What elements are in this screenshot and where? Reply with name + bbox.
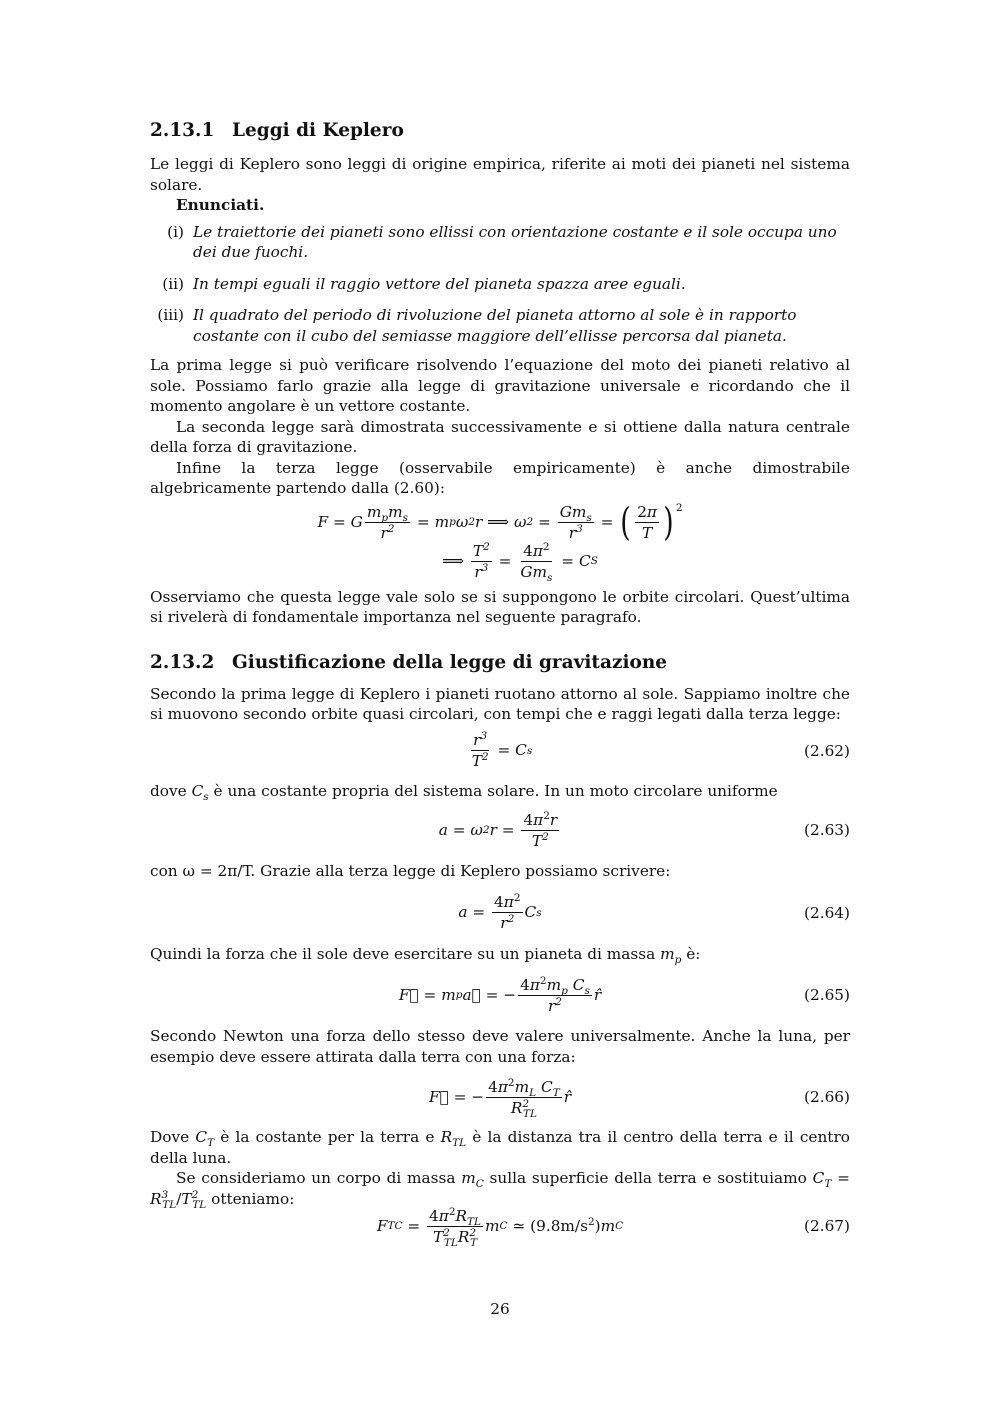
paragraph: dove $C_s$ è una costante propria del sistema solare. In un moto circolare uniforme <box>150 781 778 803</box>
equation-number: (2.64) <box>804 903 850 922</box>
equation-number: (2.63) <box>804 820 850 839</box>
enunciati-label: Enunciati. <box>176 196 265 214</box>
equation-2-62: $\frac{r^3}{T^2}$ = C s (2.62) <box>471 729 850 770</box>
page-number: 26 <box>490 1300 510 1318</box>
equation-2-63: a = ω 2 r = $\frac{4\pi^2r}{T^2}$ (2.63) <box>438 809 850 850</box>
section-heading-2-13-2: 2.13.2 Giustificazione della legge di gravitazione <box>150 651 668 673</box>
equation-number: (2.66) <box>804 1087 850 1106</box>
paragraph: Infine la terza legge (osservabile empiricamente) è anche dimostrabile algebricamente partendo dalla (2.60): <box>150 458 850 497</box>
equation-number: (2.67) <box>804 1216 850 1235</box>
equation-third-law-1: F = G $\frac{m_pm_s}{r^2}$ = m p ω 2 r ⟹ ω 2 = $\frac{Gm_s}{r^3}$ = ( $\frac{2\pi}{T}$ ) $^2$ <box>317 500 683 544</box>
equation-2-66: F⃗ = − $\frac{4\pi^2m_L C_T}{R^2_{TL}}$ r̂ (2.66) <box>428 1076 850 1120</box>
paragraph: Secondo la prima legge di Keplero i pianeti ruotano attorno al sole. Sappiamo inoltre che si muovono secondo orbite quasi circolari, con tempi che e raggi legati dalla terza legge: <box>150 684 850 723</box>
equation-number: (2.62) <box>804 741 850 760</box>
page-content <box>150 118 850 1249</box>
paragraph: Dove $C_T$ è la costante per la terra e $R_{TL}$ è la distanza tra il centro della terra e il centro della luna. <box>150 1128 850 1167</box>
equation-2-64: a = $\frac{4\pi^2}{r^2}$ C s (2.64) <box>458 891 850 932</box>
equation-2-65: F⃗ = m p a⃗ = − $\frac{4\pi^2m_p C_s}{r^2}$ r̂ (2.65) <box>398 974 850 1015</box>
kepler-laws-list <box>150 222 850 347</box>
paragraph: con ω = 2π/T. Grazie alla terza legge di Keplero possiamo scrivere: <box>150 862 671 880</box>
paragraph: Se consideriamo un corpo di massa $m_C$ sulla superficie della terra e sostituiamo $C_T = R^3_{TL}/T^2_{TL}$ otteniamo: <box>150 1169 850 1211</box>
paragraph: Secondo Newton una forza dello stesso deve valere universalmente. Anche la luna, per esempio deve essere attirata dalla terra con una forza: <box>150 1027 850 1066</box>
paragraph: La prima legge si può verificare risolvendo l’equazione del moto dei pianeti relativo al sole. Possiamo farlo grazie alla legge di gravitazione universale e ricordando che il momento angolare è un vettore costante. <box>150 356 850 415</box>
paragraph: Osserviamo che questa legge vale solo se si suppongono le orbite circolari. Quest’ultima si rivelerà di fondamentale importanza nel seguente paragrafo. <box>150 587 850 626</box>
paragraph: Quindi la forza che il sole deve esercitare su un pianeta di massa $m_p$ è: <box>150 944 701 966</box>
list-item: (ii) In tempi eguali il raggio vettore del pianeta spazza aree eguali. <box>162 274 686 293</box>
section-heading-2-13-1: 2.13.1 Leggi di Keplero <box>150 120 404 141</box>
equation-third-law-2: ⟹ $\frac{T^2}{r^3}$ = $\frac{4\pi^2}{Gm_s}$ = C S <box>442 540 598 584</box>
equation-2-67: F TC = $\frac{4\pi^2R_{TL}}{T^2_{TL}R^2_T}$ m C ≃ $(9.8m/s^2)$ m C (2.67) <box>376 1205 850 1249</box>
list-item: (iii) Il quadrato del periodo di rivoluzione del pianeta attorno al sole è in rapporto costante con il cubo del semiasse maggiore dell’ellisse percorsa dal pianeta. <box>157 306 797 345</box>
intro-paragraph: Le leggi di Keplero sono leggi di origine empirica, riferite ai moti dei pianeti nel sistema solare. Enunciati. <box>150 155 850 214</box>
list-item: (i) Le traiettorie dei pianeti sono ellissi con orientazione costante e il sole occupa uno dei due fuochi. <box>167 222 837 261</box>
paragraph: La seconda legge sarà dimostrata successivamente e si ottiene dalla natura centrale della forza di gravitazione. <box>150 417 850 456</box>
equation-number: (2.65) <box>804 985 850 1004</box>
